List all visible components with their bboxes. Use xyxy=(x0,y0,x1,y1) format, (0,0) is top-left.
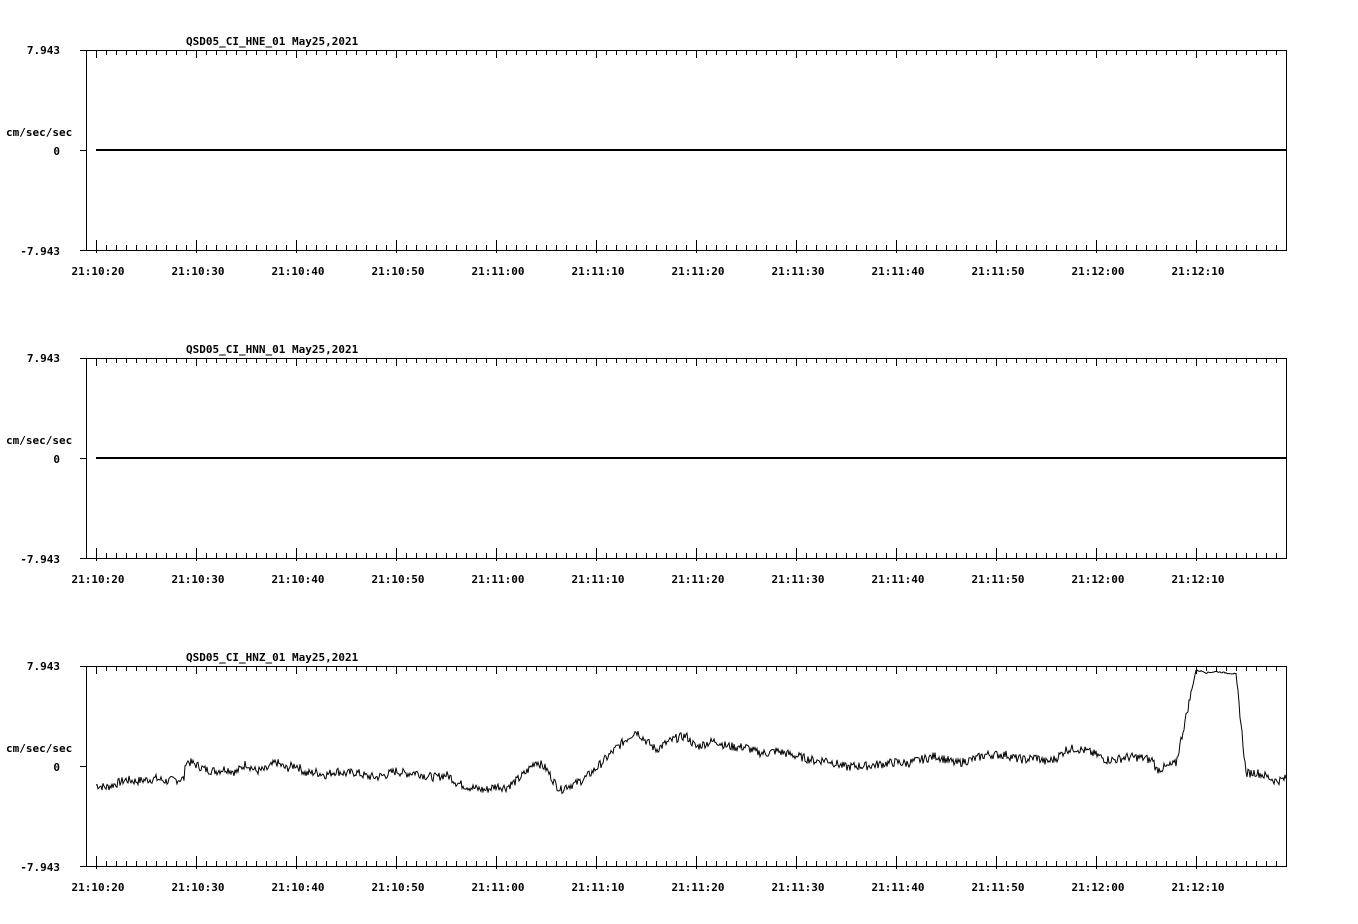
x-tick-label: 21:11:30 xyxy=(771,265,825,278)
x-tick-label: 21:10:30 xyxy=(171,881,225,894)
x-tick-label: 21:11:00 xyxy=(471,881,525,894)
x-tick-label: 21:12:10 xyxy=(1171,881,1225,894)
x-tick-label: 21:11:50 xyxy=(971,573,1025,586)
x-tick-label: 21:11:50 xyxy=(971,265,1025,278)
panel-hne xyxy=(6,35,1287,278)
x-tick-label: 21:11:20 xyxy=(671,265,725,278)
y-axis-label: cm/sec/sec xyxy=(6,434,73,447)
y-tick-label-top: 7.943 xyxy=(26,352,60,365)
panel-title: QSD05_CI_HNN_01 May25,2021 xyxy=(186,343,359,356)
x-tick-label: 21:11:10 xyxy=(571,573,625,586)
x-tick-label: 21:10:40 xyxy=(271,265,325,278)
y-tick-label-zero: 0 xyxy=(53,761,60,774)
x-tick-label: 21:10:20 xyxy=(71,881,125,894)
x-tick-label: 21:11:50 xyxy=(971,881,1025,894)
x-tick-label: 21:10:30 xyxy=(171,265,225,278)
x-tick-label: 21:11:20 xyxy=(671,573,725,586)
x-tick-label: 21:12:10 xyxy=(1171,573,1225,586)
y-tick-label-zero: 0 xyxy=(53,453,60,466)
x-tick-label: 21:12:00 xyxy=(1071,881,1125,894)
panel-title: QSD05_CI_HNE_01 May25,2021 xyxy=(186,35,359,48)
panel-hnn xyxy=(6,343,1287,586)
y-axis-label: cm/sec/sec xyxy=(6,742,73,755)
x-tick-label: 21:10:50 xyxy=(371,881,425,894)
y-tick-label-top: 7.943 xyxy=(26,660,60,673)
x-tick-label: 21:11:30 xyxy=(771,573,825,586)
x-tick-label: 21:11:10 xyxy=(571,881,625,894)
x-tick-label: 21:12:00 xyxy=(1071,573,1125,586)
panel-title: QSD05_CI_HNZ_01 May25,2021 xyxy=(186,651,359,664)
y-tick-label-bottom: -7.943 xyxy=(20,861,60,874)
x-tick-label: 21:12:10 xyxy=(1171,265,1225,278)
x-tick-label: 21:11:10 xyxy=(571,265,625,278)
x-tick-label: 21:10:40 xyxy=(271,573,325,586)
y-axis-label: cm/sec/sec xyxy=(6,126,73,139)
x-tick-label: 21:10:50 xyxy=(371,573,425,586)
x-tick-label: 21:11:40 xyxy=(871,881,925,894)
x-tick-label: 21:11:00 xyxy=(471,573,525,586)
x-tick-label: 21:11:40 xyxy=(871,573,925,586)
panel-hnz xyxy=(6,651,1287,894)
x-tick-label: 21:11:20 xyxy=(671,881,725,894)
y-tick-label-zero: 0 xyxy=(53,145,60,158)
x-tick-label: 21:11:30 xyxy=(771,881,825,894)
y-tick-label-bottom: -7.943 xyxy=(20,245,60,258)
x-tick-label: 21:11:40 xyxy=(871,265,925,278)
x-tick-label: 21:10:20 xyxy=(71,265,125,278)
y-tick-label-bottom: -7.943 xyxy=(20,553,60,566)
y-tick-label-top: 7.943 xyxy=(26,44,60,57)
x-tick-label: 21:10:30 xyxy=(171,573,225,586)
x-tick-label: 21:11:00 xyxy=(471,265,525,278)
trace-line xyxy=(96,670,1286,793)
x-tick-label: 21:10:20 xyxy=(71,573,125,586)
x-tick-label: 21:12:00 xyxy=(1071,265,1125,278)
x-tick-label: 21:10:40 xyxy=(271,881,325,894)
x-tick-label: 21:10:50 xyxy=(371,265,425,278)
